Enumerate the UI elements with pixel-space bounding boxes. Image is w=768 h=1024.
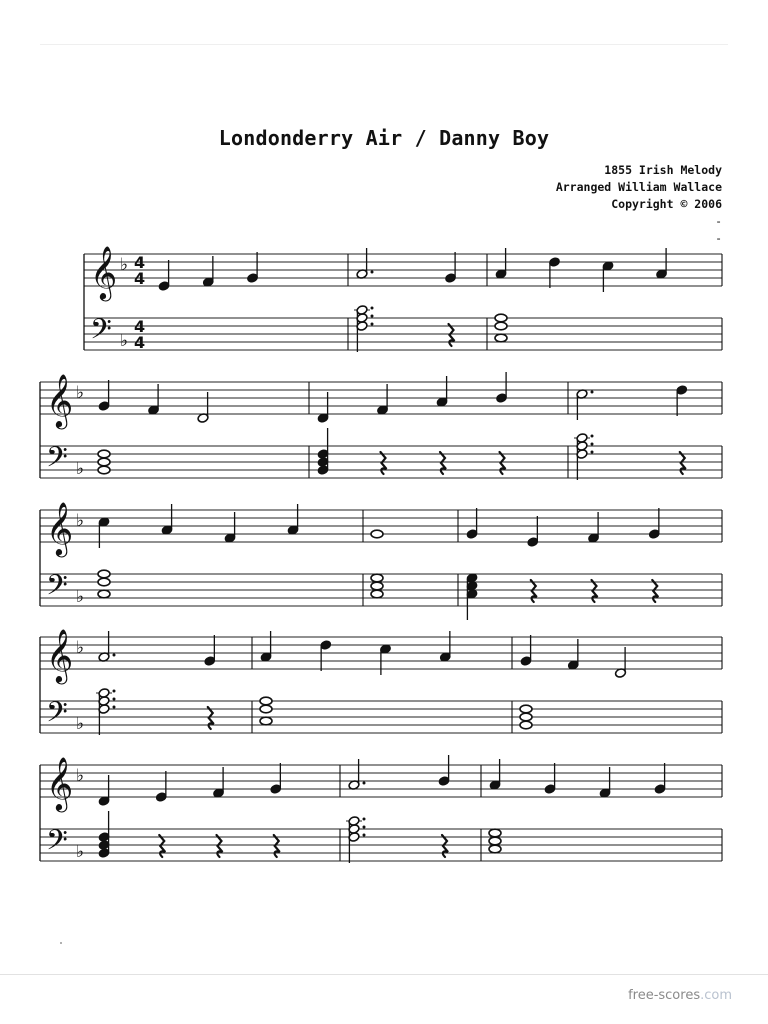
dot [113,654,116,657]
notehead [98,590,110,598]
time-signature-bottom: 4 [134,333,146,352]
footer-divider [0,974,768,975]
notehead [495,314,507,322]
measure-2 [371,530,383,598]
time-signature-top: 4 [134,317,146,336]
measure-3 [466,508,660,620]
notehead [489,837,501,845]
key-signature-flat: ♭ [76,587,85,607]
notehead [371,530,383,538]
key-signature-flat: ♭ [76,383,85,403]
notehead [520,705,532,713]
credit-origin: 1855 Irish Melody [604,163,722,177]
notehead [98,570,110,578]
bass-staff [40,701,722,733]
key-signature-flat: ♭ [120,255,129,275]
notehead [495,322,507,330]
treble-staff [40,765,722,797]
notehead [371,590,383,598]
dot [591,435,594,438]
treble-clef: 𝄞 [90,245,118,299]
key-signature-flat: ♭ [120,331,129,351]
time-signature-top: 4 [134,253,146,272]
notehead [489,845,501,853]
paper-speck [60,942,62,944]
key-signature-flat: ♭ [76,842,85,862]
dot [363,782,366,785]
dot [363,834,366,837]
credit-arranger: Arranged William Wallace [555,180,722,194]
measure-2 [346,755,450,863]
quarter-rest [592,580,598,602]
quarter-rest [159,835,165,857]
measure-1 [98,380,209,474]
notehead [495,334,507,342]
notehead [98,578,110,586]
bass-clef: 𝄢 [46,824,68,864]
watermark-domain: .com [700,988,732,1003]
watermark-name: free-scores [628,988,701,1003]
quarter-rest [680,452,686,474]
treble-clef: 𝄞 [46,501,74,555]
bass-clef: 𝄢 [46,441,68,481]
credit-copyright: Copyright © 2006 [611,197,722,211]
key-signature-flat: ♭ [76,459,85,479]
measure-3 [574,385,688,480]
bass-staff [84,318,722,350]
notehead [260,705,272,713]
treble-clef: 𝄞 [46,756,74,810]
measure-1 [158,252,258,291]
key-signature-flat: ♭ [76,766,85,786]
dot [363,818,366,821]
dot [113,706,116,709]
dot [371,315,374,318]
measure-1 [98,763,282,858]
quarter-rest [381,452,387,474]
treble-clef: 𝄞 [46,373,74,427]
quarter-rest [500,452,506,474]
system-3 [40,501,722,620]
measure-2 [317,372,507,475]
bass-clef: 𝄢 [46,696,68,736]
notehead [371,574,383,582]
quarter-rest [217,835,223,857]
credit-dash-1: - [715,214,722,228]
notehead [260,697,272,705]
dot [371,307,374,310]
measure-3 [520,635,626,729]
notehead [489,829,501,837]
key-signature-flat: ♭ [76,511,85,531]
quarter-rest [440,452,446,474]
notehead [260,717,272,725]
watermark-logo[interactable] [628,988,732,1003]
treble-clef: 𝄞 [46,628,74,682]
key-signature-flat: ♭ [76,638,85,658]
dot [113,690,116,693]
time-signature-bottom: 4 [134,269,146,288]
quarter-rest [274,835,280,857]
notehead [98,458,110,466]
notehead [371,582,383,590]
quarter-rest [449,324,455,346]
bass-staff [40,829,722,861]
bass-clef: 𝄢 [90,313,112,353]
key-signature-flat: ♭ [76,714,85,734]
score-title: Londonderry Air / Danny Boy [218,126,550,150]
quarter-rest [208,707,214,729]
dot [591,443,594,446]
credit-dash-2: - [715,231,722,245]
notehead [520,721,532,729]
notehead [98,466,110,474]
bass-clef: 𝄢 [46,569,68,609]
system-1 [84,245,722,353]
system-2 [40,372,722,481]
measure-1 [96,631,216,735]
quarter-rest [442,835,448,857]
dot [591,451,594,454]
dot [371,271,374,274]
notehead [98,450,110,458]
treble-staff [84,254,722,286]
notehead [520,713,532,721]
dot [591,391,594,394]
measure-2 [354,248,456,352]
dot [371,323,374,326]
quarter-rest [531,580,537,602]
dot [113,698,116,701]
quarter-rest [652,580,658,602]
system-4 [40,628,722,736]
system-5 [40,755,722,864]
dot [363,826,366,829]
